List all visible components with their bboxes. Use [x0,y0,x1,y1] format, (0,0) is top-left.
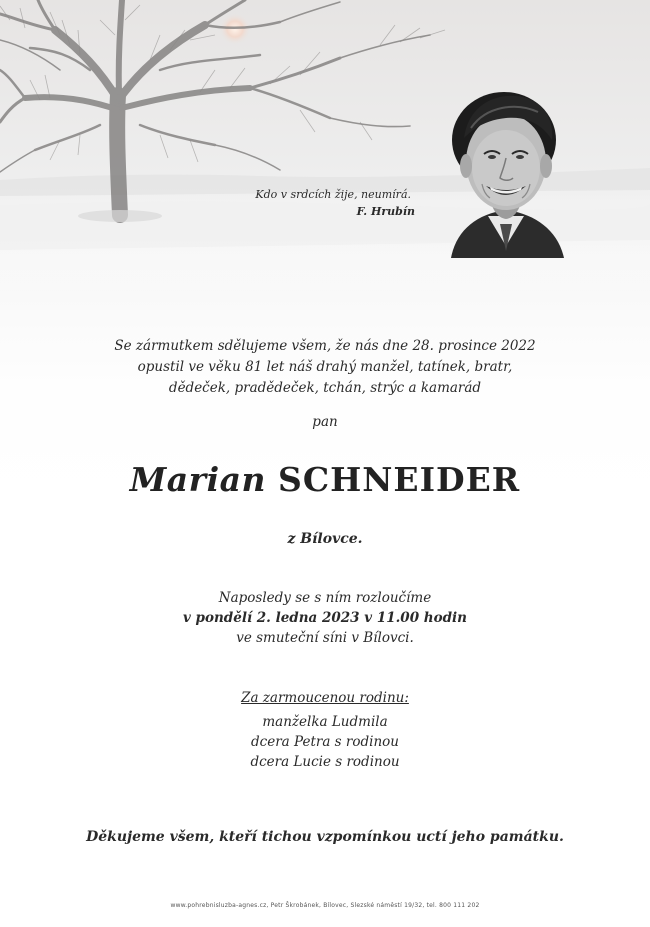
funeral-date-time: v pondělí 2. ledna 2023 v 11.00 hodin [183,610,467,626]
quote-text: Kdo v srdcích žije, neumírá. [255,188,411,201]
announcement-text [0,336,650,399]
hometown: z Bílovce. [287,531,363,547]
family-member: dcera Petra s rodinou [251,734,399,750]
surname: SCHNEIDER [277,460,521,499]
announcement-line: Se zármutkem sdělujeme všem, že nás dne 28. prosince 2022 [114,338,536,354]
first-name: Marian [129,460,266,499]
deceased-name [0,460,650,499]
family-heading: Za zarmoucenou rodinu: [241,690,409,706]
funeral-venue: ve smuteční síni v Bílovci. [236,630,414,646]
funeral-details [0,588,650,648]
portrait-photo [446,86,566,258]
family-member: manželka Ludmila [262,714,388,730]
announcement-line: dědeček, pradědeček, tchán, strýc a kamarád [168,380,482,396]
family-member: dcera Lucie s rodinou [250,754,400,770]
announcement-line: opustil ve věku 81 let náš drahý manžel, tatínek, bratr, [137,359,513,375]
honorific: pan [312,414,338,430]
family-block [0,688,650,772]
funeral-line-intro: Naposledy se s ním rozloučíme [218,590,432,606]
quote-author: F. Hrubín [356,205,415,218]
footer-imprint: www.pohrebnisluzba-agnes.cz, Petr Škrobánek, Bílovec, Slezské náměstí 19/32, tel. 800 111 202 [170,902,480,909]
thanks-message: Děkujeme všem, kteří tichou vzpomínkou uctí jeho památku. [86,829,564,845]
